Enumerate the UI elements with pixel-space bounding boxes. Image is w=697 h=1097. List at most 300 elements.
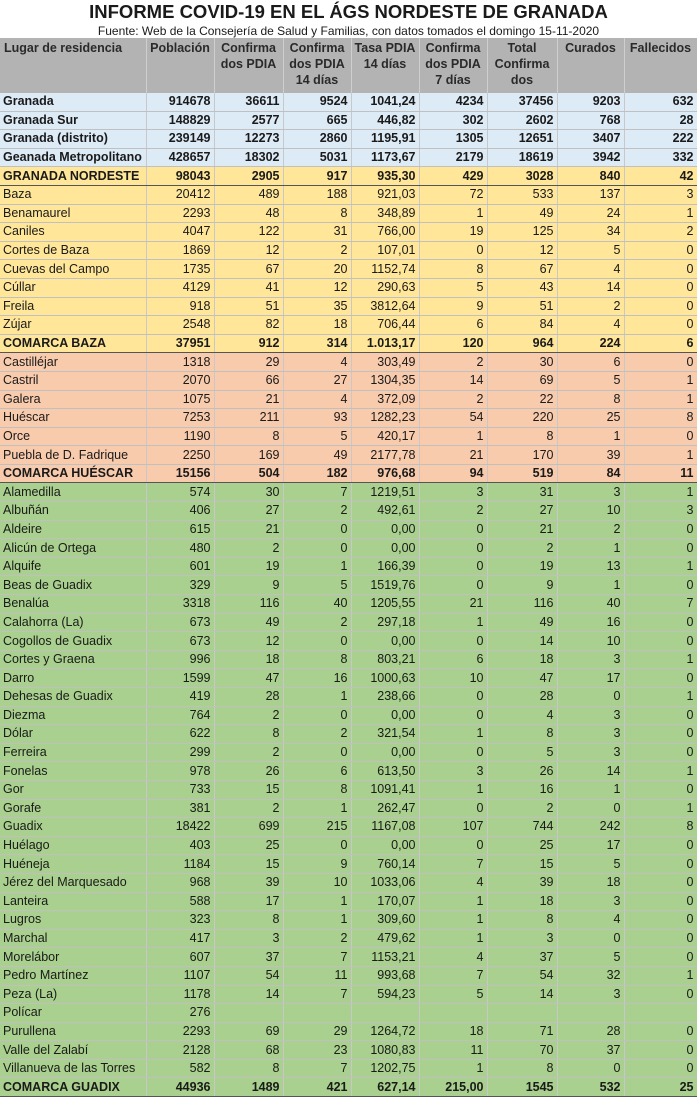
cell-fallecidos: 0 xyxy=(624,911,697,930)
cell-poblacion: 622 xyxy=(146,725,214,744)
cell-lugar: Dólar xyxy=(0,725,146,744)
header-confirmados-14: Confirma dos PDIA 14 días xyxy=(283,38,351,93)
cell-confirmados-7: 1 xyxy=(419,1059,487,1078)
cell-fallecidos: 1 xyxy=(624,557,697,576)
cell-tasa-14: 0,00 xyxy=(351,632,419,651)
table-row xyxy=(0,353,697,372)
cell-poblacion: 733 xyxy=(146,780,214,799)
cell-total-confirmados: 49 xyxy=(487,204,557,223)
cell-total-confirmados: 964 xyxy=(487,334,557,353)
table-total-row xyxy=(0,464,697,483)
cell-lugar: GRANADA NORDESTE xyxy=(0,167,146,186)
cell-confirmados: 68 xyxy=(214,1041,283,1060)
cell-lugar: COMARCA BAZA xyxy=(0,334,146,353)
table-total-row xyxy=(0,334,697,353)
cell-curados: 18 xyxy=(557,873,624,892)
cell-total-confirmados: 14 xyxy=(487,632,557,651)
table-row xyxy=(0,911,697,930)
table-row xyxy=(0,502,697,521)
cell-confirmados-7: 0 xyxy=(419,836,487,855)
cell-total-confirmados: 26 xyxy=(487,762,557,781)
cell-curados: 24 xyxy=(557,204,624,223)
cell-poblacion: 381 xyxy=(146,799,214,818)
cell-confirmados-14: 7 xyxy=(283,1059,351,1078)
cell-tasa-14: 1195,91 xyxy=(351,130,419,149)
table-row xyxy=(0,1059,697,1078)
cell-confirmados: 699 xyxy=(214,818,283,837)
cell-tasa-14: 1080,83 xyxy=(351,1041,419,1060)
cell-poblacion: 329 xyxy=(146,576,214,595)
cell-tasa-14: 613,50 xyxy=(351,762,419,781)
cell-total-confirmados: 43 xyxy=(487,278,557,297)
cell-tasa-14: 170,07 xyxy=(351,892,419,911)
table-row xyxy=(0,725,697,744)
table-row xyxy=(0,948,697,967)
cell-tasa-14: 706,44 xyxy=(351,316,419,335)
report-subtitle: Fuente: Web de la Consejería de Salud y Familias, con datos tomados el domingo 15-11-2020 xyxy=(97,24,600,38)
cell-poblacion: 2293 xyxy=(146,204,214,223)
cell-lugar: Freila xyxy=(0,297,146,316)
cell-lugar: Benalúa xyxy=(0,595,146,614)
cell-confirmados: 30 xyxy=(214,483,283,502)
cell-lugar: Orce xyxy=(0,427,146,446)
cell-tasa-14: 2177,78 xyxy=(351,446,419,465)
cell-tasa-14: 1000,63 xyxy=(351,669,419,688)
table-row xyxy=(0,223,697,242)
cell-confirmados-7: 10 xyxy=(419,669,487,688)
cell-confirmados-7: 21 xyxy=(419,446,487,465)
cell-lugar: Granada xyxy=(0,93,146,111)
cell-curados: 0 xyxy=(557,799,624,818)
cell-tasa-14: 1033,06 xyxy=(351,873,419,892)
table-row xyxy=(0,278,697,297)
cell-tasa-14: 935,30 xyxy=(351,167,419,186)
cell-fallecidos: 1 xyxy=(624,390,697,409)
cell-confirmados-14: 5031 xyxy=(283,148,351,167)
cell-lugar: Huélago xyxy=(0,836,146,855)
cell-confirmados-14: 0 xyxy=(283,539,351,558)
cell-confirmados-7: 6 xyxy=(419,316,487,335)
table-row xyxy=(0,241,697,260)
cell-fallecidos: 0 xyxy=(624,539,697,558)
table-header-row xyxy=(0,38,697,93)
cell-curados: 0 xyxy=(557,1059,624,1078)
cell-poblacion: 2293 xyxy=(146,1022,214,1041)
cell-confirmados: 49 xyxy=(214,613,283,632)
cell-total-confirmados: 21 xyxy=(487,520,557,539)
cell-confirmados-14: 8 xyxy=(283,780,351,799)
table-row xyxy=(0,706,697,725)
covid-data-table xyxy=(0,38,697,1097)
table-row xyxy=(0,818,697,837)
cell-confirmados: 41 xyxy=(214,278,283,297)
cell-confirmados-14: 4 xyxy=(283,390,351,409)
cell-confirmados-7: 0 xyxy=(419,743,487,762)
cell-confirmados: 82 xyxy=(214,316,283,335)
cell-confirmados-14: 20 xyxy=(283,260,351,279)
cell-total-confirmados: 170 xyxy=(487,446,557,465)
cell-confirmados-14: 27 xyxy=(283,371,351,390)
cell-lugar: Geanada Metropolitano xyxy=(0,148,146,167)
cell-poblacion: 37951 xyxy=(146,334,214,353)
cell-poblacion: 1318 xyxy=(146,353,214,372)
cell-tasa-14: 166,39 xyxy=(351,557,419,576)
table-body xyxy=(0,93,697,1097)
cell-lugar: Marchal xyxy=(0,929,146,948)
cell-confirmados: 169 xyxy=(214,446,283,465)
cell-tasa-14: 1282,23 xyxy=(351,409,419,428)
table-row xyxy=(0,260,697,279)
cell-curados: 2 xyxy=(557,297,624,316)
cell-confirmados-7: 7 xyxy=(419,855,487,874)
cell-total-confirmados: 22 xyxy=(487,390,557,409)
cell-lugar: Beas de Guadix xyxy=(0,576,146,595)
cell-lugar: Granada Sur xyxy=(0,111,146,130)
cell-confirmados-14: 7 xyxy=(283,483,351,502)
cell-tasa-14: 1041,24 xyxy=(351,93,419,111)
cell-poblacion: 276 xyxy=(146,1004,214,1023)
cell-confirmados-14: 2 xyxy=(283,502,351,521)
cell-confirmados: 27 xyxy=(214,502,283,521)
cell-confirmados-14 xyxy=(283,1004,351,1023)
cell-confirmados-14: 314 xyxy=(283,334,351,353)
table-row xyxy=(0,390,697,409)
cell-total-confirmados: 15 xyxy=(487,855,557,874)
table-row xyxy=(0,409,697,428)
cell-curados: 3 xyxy=(557,650,624,669)
cell-total-confirmados: 9 xyxy=(487,576,557,595)
cell-curados: 3 xyxy=(557,725,624,744)
cell-poblacion: 4047 xyxy=(146,223,214,242)
cell-fallecidos: 0 xyxy=(624,743,697,762)
cell-curados: 3 xyxy=(557,985,624,1004)
cell-confirmados-7: 6 xyxy=(419,650,487,669)
cell-confirmados: 2905 xyxy=(214,167,283,186)
cell-confirmados-7: 0 xyxy=(419,241,487,260)
table-row xyxy=(0,595,697,614)
cell-confirmados: 47 xyxy=(214,669,283,688)
cell-curados: 768 xyxy=(557,111,624,130)
cell-confirmados-14: 5 xyxy=(283,576,351,595)
cell-poblacion: 3318 xyxy=(146,595,214,614)
cell-lugar: Caniles xyxy=(0,223,146,242)
cell-confirmados: 2 xyxy=(214,743,283,762)
cell-poblacion: 582 xyxy=(146,1059,214,1078)
cell-curados: 1 xyxy=(557,576,624,595)
table-row xyxy=(0,762,697,781)
cell-fallecidos: 1 xyxy=(624,483,697,502)
cell-lugar: Lugros xyxy=(0,911,146,930)
cell-total-confirmados: 51 xyxy=(487,297,557,316)
cell-confirmados-14: 0 xyxy=(283,743,351,762)
cell-poblacion: 44936 xyxy=(146,1078,214,1097)
cell-confirmados-7: 0 xyxy=(419,520,487,539)
cell-curados: 137 xyxy=(557,185,624,204)
cell-tasa-14: 921,03 xyxy=(351,185,419,204)
cell-confirmados: 39 xyxy=(214,873,283,892)
cell-confirmados-7: 4 xyxy=(419,948,487,967)
cell-total-confirmados: 5 xyxy=(487,743,557,762)
cell-curados: 16 xyxy=(557,613,624,632)
header-confirmados: Confirma dos PDIA xyxy=(214,38,283,93)
cell-curados: 14 xyxy=(557,762,624,781)
cell-confirmados-7: 72 xyxy=(419,185,487,204)
cell-confirmados-7: 9 xyxy=(419,297,487,316)
cell-total-confirmados: 4 xyxy=(487,706,557,725)
cell-confirmados-7: 2179 xyxy=(419,148,487,167)
table-row xyxy=(0,130,697,149)
cell-confirmados: 2 xyxy=(214,539,283,558)
cell-tasa-14: 321,54 xyxy=(351,725,419,744)
cell-tasa-14: 1304,35 xyxy=(351,371,419,390)
cell-tasa-14: 479,62 xyxy=(351,929,419,948)
cell-lugar: Diezma xyxy=(0,706,146,725)
cell-tasa-14: 1091,41 xyxy=(351,780,419,799)
cell-total-confirmados: 8 xyxy=(487,427,557,446)
cell-fallecidos: 8 xyxy=(624,818,697,837)
cell-poblacion: 615 xyxy=(146,520,214,539)
cell-fallecidos: 632 xyxy=(624,93,697,111)
cell-fallecidos: 7 xyxy=(624,595,697,614)
cell-curados: 0 xyxy=(557,929,624,948)
cell-lugar: Zújar xyxy=(0,316,146,335)
cell-confirmados: 912 xyxy=(214,334,283,353)
cell-total-confirmados: 2 xyxy=(487,799,557,818)
cell-curados: 224 xyxy=(557,334,624,353)
cell-confirmados: 18302 xyxy=(214,148,283,167)
cell-fallecidos: 0 xyxy=(624,576,697,595)
cell-total-confirmados: 71 xyxy=(487,1022,557,1041)
table-row xyxy=(0,576,697,595)
cell-tasa-14: 3812,64 xyxy=(351,297,419,316)
cell-curados: 4 xyxy=(557,316,624,335)
cell-total-confirmados: 18 xyxy=(487,892,557,911)
cell-tasa-14: 107,01 xyxy=(351,241,419,260)
table-row xyxy=(0,929,697,948)
cell-fallecidos: 1 xyxy=(624,966,697,985)
cell-confirmados-14: 9524 xyxy=(283,93,351,111)
cell-total-confirmados: 25 xyxy=(487,836,557,855)
cell-confirmados: 8 xyxy=(214,725,283,744)
cell-curados: 17 xyxy=(557,836,624,855)
cell-poblacion: 403 xyxy=(146,836,214,855)
cell-confirmados-7: 1 xyxy=(419,613,487,632)
cell-fallecidos: 222 xyxy=(624,130,697,149)
cell-fallecidos: 0 xyxy=(624,1041,697,1060)
cell-confirmados-14: 182 xyxy=(283,464,351,483)
cell-tasa-14: 1.013,17 xyxy=(351,334,419,353)
table-row xyxy=(0,111,697,130)
cell-tasa-14: 420,17 xyxy=(351,427,419,446)
cell-poblacion: 428657 xyxy=(146,148,214,167)
cell-confirmados: 1489 xyxy=(214,1078,283,1097)
cell-fallecidos: 0 xyxy=(624,241,697,260)
cell-confirmados-7: 4234 xyxy=(419,93,487,111)
cell-confirmados-7: 4 xyxy=(419,873,487,892)
cell-lugar: Benamaurel xyxy=(0,204,146,223)
cell-total-confirmados: 84 xyxy=(487,316,557,335)
table-row xyxy=(0,93,697,111)
table-row xyxy=(0,780,697,799)
cell-lugar: Puebla de D. Fadrique xyxy=(0,446,146,465)
cell-confirmados: 8 xyxy=(214,911,283,930)
cell-poblacion: 419 xyxy=(146,688,214,707)
cell-confirmados-7: 14 xyxy=(419,371,487,390)
cell-confirmados: 2577 xyxy=(214,111,283,130)
cell-fallecidos: 0 xyxy=(624,278,697,297)
cell-lugar: COMARCA HUÉSCAR xyxy=(0,464,146,483)
cell-tasa-14: 1519,76 xyxy=(351,576,419,595)
table-row xyxy=(0,539,697,558)
cell-fallecidos xyxy=(624,1004,697,1023)
cell-confirmados-14: 7 xyxy=(283,985,351,1004)
cell-confirmados-7: 0 xyxy=(419,539,487,558)
cell-confirmados: 29 xyxy=(214,353,283,372)
header-confirmados-7: Confirma dos PDIA 7 días xyxy=(419,38,487,93)
cell-tasa-14: 1219,51 xyxy=(351,483,419,502)
cell-fallecidos: 25 xyxy=(624,1078,697,1097)
cell-confirmados-7: 0 xyxy=(419,557,487,576)
cell-confirmados-7: 1 xyxy=(419,892,487,911)
cell-total-confirmados: 37 xyxy=(487,948,557,967)
cell-confirmados-14: 2 xyxy=(283,241,351,260)
cell-tasa-14: 297,18 xyxy=(351,613,419,632)
cell-total-confirmados: 49 xyxy=(487,613,557,632)
cell-lugar: Granada (distrito) xyxy=(0,130,146,149)
cell-total-confirmados: 519 xyxy=(487,464,557,483)
cell-total-confirmados: 16 xyxy=(487,780,557,799)
cell-curados: 1 xyxy=(557,539,624,558)
cell-curados: 4 xyxy=(557,260,624,279)
cell-confirmados-14: 0 xyxy=(283,632,351,651)
cell-confirmados-14: 4 xyxy=(283,353,351,372)
cell-confirmados-7: 1 xyxy=(419,780,487,799)
cell-confirmados: 54 xyxy=(214,966,283,985)
cell-poblacion: 1178 xyxy=(146,985,214,1004)
cell-tasa-14: 309,60 xyxy=(351,911,419,930)
cell-lugar: Gorafe xyxy=(0,799,146,818)
cell-tasa-14: 1202,75 xyxy=(351,1059,419,1078)
cell-confirmados-14: 1 xyxy=(283,911,351,930)
cell-total-confirmados: 18619 xyxy=(487,148,557,167)
cell-confirmados-14: 2 xyxy=(283,613,351,632)
cell-fallecidos: 0 xyxy=(624,780,697,799)
cell-curados: 37 xyxy=(557,1041,624,1060)
cell-confirmados: 25 xyxy=(214,836,283,855)
cell-confirmados: 69 xyxy=(214,1022,283,1041)
cell-confirmados: 489 xyxy=(214,185,283,204)
cell-total-confirmados: 744 xyxy=(487,818,557,837)
cell-fallecidos: 28 xyxy=(624,111,697,130)
cell-confirmados-14: 8 xyxy=(283,650,351,669)
cell-total-confirmados: 8 xyxy=(487,1059,557,1078)
cell-fallecidos: 0 xyxy=(624,948,697,967)
cell-poblacion: 148829 xyxy=(146,111,214,130)
cell-confirmados-14: 31 xyxy=(283,223,351,242)
cell-curados: 13 xyxy=(557,557,624,576)
cell-tasa-14: 372,09 xyxy=(351,390,419,409)
cell-lugar: Valle del Zalabí xyxy=(0,1041,146,1060)
cell-total-confirmados: 19 xyxy=(487,557,557,576)
cell-tasa-14: 0,00 xyxy=(351,743,419,762)
cell-tasa-14: 238,66 xyxy=(351,688,419,707)
cell-confirmados-14: 6 xyxy=(283,762,351,781)
cell-poblacion: 1599 xyxy=(146,669,214,688)
cell-tasa-14: 760,14 xyxy=(351,855,419,874)
cell-confirmados-14: 12 xyxy=(283,278,351,297)
cell-confirmados: 3 xyxy=(214,929,283,948)
cell-fallecidos: 0 xyxy=(624,260,697,279)
cell-curados: 840 xyxy=(557,167,624,186)
table-row xyxy=(0,613,697,632)
cell-lugar: Ferreira xyxy=(0,743,146,762)
cell-poblacion: 673 xyxy=(146,632,214,651)
cell-fallecidos: 1 xyxy=(624,371,697,390)
cell-confirmados-14: 2 xyxy=(283,929,351,948)
cell-confirmados-7: 3 xyxy=(419,762,487,781)
cell-confirmados-7: 5 xyxy=(419,985,487,1004)
cell-poblacion: 574 xyxy=(146,483,214,502)
cell-confirmados-7: 7 xyxy=(419,966,487,985)
cell-confirmados: 17 xyxy=(214,892,283,911)
cell-poblacion: 1184 xyxy=(146,855,214,874)
cell-fallecidos: 0 xyxy=(624,297,697,316)
cell-confirmados-7: 2 xyxy=(419,390,487,409)
cell-total-confirmados: 533 xyxy=(487,185,557,204)
cell-tasa-14: 627,14 xyxy=(351,1078,419,1097)
cell-confirmados-7: 1 xyxy=(419,427,487,446)
cell-curados: 3 xyxy=(557,483,624,502)
cell-poblacion: 323 xyxy=(146,911,214,930)
cell-total-confirmados: 3 xyxy=(487,929,557,948)
cell-curados: 0 xyxy=(557,688,624,707)
cell-tasa-14: 1152,74 xyxy=(351,260,419,279)
cell-total-confirmados: 8 xyxy=(487,725,557,744)
table-row xyxy=(0,316,697,335)
cell-curados: 10 xyxy=(557,502,624,521)
cell-total-confirmados: 27 xyxy=(487,502,557,521)
cell-lugar: Jérez del Marquesado xyxy=(0,873,146,892)
cell-confirmados: 36611 xyxy=(214,93,283,111)
cell-confirmados: 19 xyxy=(214,557,283,576)
cell-poblacion: 914678 xyxy=(146,93,214,111)
header-lugar: Lugar de residencia xyxy=(0,38,146,93)
cell-confirmados-14: 665 xyxy=(283,111,351,130)
cell-lugar: Calahorra (La) xyxy=(0,613,146,632)
cell-total-confirmados: 125 xyxy=(487,223,557,242)
cell-confirmados: 18 xyxy=(214,650,283,669)
cell-confirmados-14: 0 xyxy=(283,706,351,725)
cell-tasa-14: 993,68 xyxy=(351,966,419,985)
cell-tasa-14: 803,21 xyxy=(351,650,419,669)
cell-curados: 28 xyxy=(557,1022,624,1041)
table-row xyxy=(0,297,697,316)
cell-confirmados-7: 0 xyxy=(419,576,487,595)
cell-tasa-14: 0,00 xyxy=(351,520,419,539)
cell-total-confirmados: 14 xyxy=(487,985,557,1004)
cell-total-confirmados: 37456 xyxy=(487,93,557,111)
cell-lugar: Cúllar xyxy=(0,278,146,297)
cell-confirmados: 12 xyxy=(214,632,283,651)
cell-lugar: Huéneja xyxy=(0,855,146,874)
cell-poblacion: 1869 xyxy=(146,241,214,260)
cell-tasa-14 xyxy=(351,1004,419,1023)
cell-tasa-14: 303,49 xyxy=(351,353,419,372)
cell-lugar: Castril xyxy=(0,371,146,390)
cell-total-confirmados: 2 xyxy=(487,539,557,558)
cell-confirmados-14: 23 xyxy=(283,1041,351,1060)
cell-confirmados-7: 54 xyxy=(419,409,487,428)
